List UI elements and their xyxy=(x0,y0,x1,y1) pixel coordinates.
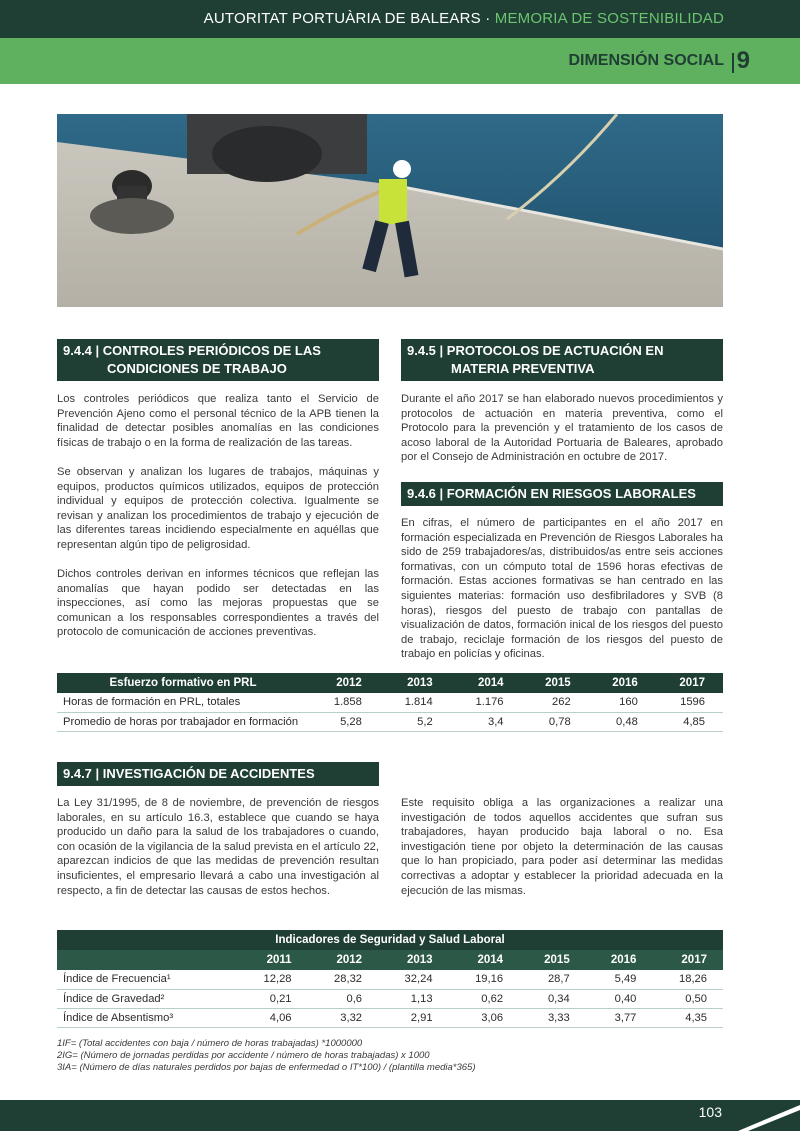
cell-value: 0,40 xyxy=(586,989,653,1008)
table-header-label: Esfuerzo formativo en PRL xyxy=(57,673,309,693)
cell-value: 3,77 xyxy=(586,1008,653,1027)
cell-value: 4,06 xyxy=(237,1008,308,1027)
cell-value: 5,49 xyxy=(586,970,653,989)
section-944-heading xyxy=(57,339,379,381)
cell-value: 19,16 xyxy=(449,970,520,989)
section-947-paragraph-1: La Ley 31/1995, de 8 de noviembre, de prevención de riesgos laborales, en su artículo 16.3, establece que cuando se haya producido un daño para la salud de los trabajadores o cuando, con ocasión de la vigilancia de la salud prevista en el artículo 22, aparezcan indicios de que las medidas de prevención resultan insuficientes, el empresario llevará a cabo una investigación al respecto, a fin de detectar las causas de estos hechos. xyxy=(57,797,379,897)
header-org: AUTORITAT PORTUÀRIA DE BALEARS xyxy=(203,10,481,27)
section-945-heading xyxy=(401,339,723,381)
cell-value: 5,28 xyxy=(309,712,380,731)
header-separator: · xyxy=(485,10,491,27)
section-945-title-line1: 9.4.5 | PROTOCOLOS DE ACTUACIÓN EN xyxy=(407,343,664,358)
cell-value: 1596 xyxy=(656,693,723,712)
safety-indicators-table xyxy=(57,930,723,1028)
section-944-paragraph-3: Dichos controles derivan en informes técnicos que reflejan las anomalías que hayan podido ser detectadas en las inspecciones, así como las mejoras propuestas que se comunican a los responsables correspondientes a través del protocolo de comunicación de acciones preventivas. xyxy=(57,568,379,639)
row-label: Índice de Frecuencia¹ xyxy=(57,970,237,989)
cell-value: 0,34 xyxy=(519,989,586,1008)
cell-value: 3,06 xyxy=(449,1008,520,1027)
cell-value: 28,7 xyxy=(519,970,586,989)
section-title: DIMENSIÓN SOCIAL xyxy=(568,52,724,69)
table-row xyxy=(57,989,723,1008)
cell-value: 262 xyxy=(522,693,589,712)
section-946-heading: 9.4.6 | FORMACIÓN EN RIESGOS LABORALES xyxy=(401,482,723,506)
cell-value: 28,32 xyxy=(308,970,379,989)
cell-value: 0,21 xyxy=(237,989,308,1008)
cell-value: 4,35 xyxy=(652,1008,723,1027)
training-effort-table xyxy=(57,673,723,732)
table-header-row xyxy=(57,673,723,693)
year-header: 2016 xyxy=(586,950,653,970)
cell-value: 32,24 xyxy=(378,970,449,989)
section-947-paragraph-2: Este requisito obliga a las organizaciones a realizar una investigación de todos aquellos accidentes que sufran sus trabajadores, hayan producido baja laboral o no. Esa investigación tiene por objeto la determinación de las causas que lo han propiciado, para poder así determinar las medidas correctivas a adoptar y establecer la prioridad adecuada en la ejecución de las mismas. xyxy=(401,797,723,897)
year-header: 2013 xyxy=(378,950,449,970)
year-header: 2011 xyxy=(237,950,308,970)
cell-value: 3,4 xyxy=(451,712,522,731)
footnote: 3IA= (Número de días naturales perdidos por bajas de enfermedad o IT*100) / (plantilla media*365) xyxy=(57,1062,476,1073)
section-number: 9 xyxy=(736,47,750,74)
footnotes xyxy=(57,1038,723,1074)
year-header: 2014 xyxy=(449,950,520,970)
cell-value: 2,91 xyxy=(378,1008,449,1027)
table-row xyxy=(57,1008,723,1027)
header-title xyxy=(204,10,724,27)
section-947-heading: 9.4.7 | INVESTIGACIÓN DE ACCIDENTES xyxy=(57,762,379,786)
cell-value: 0,50 xyxy=(652,989,723,1008)
table-row xyxy=(57,712,723,731)
footnote: 2IG= (Número de jornadas perdidas por accidente / número de horas trabajadas) x 1000 xyxy=(57,1050,430,1061)
cell-value: 12,28 xyxy=(237,970,308,989)
port-worker-photo xyxy=(57,114,723,307)
cell-value: 1.858 xyxy=(309,693,380,712)
cell-value: 4,85 xyxy=(656,712,723,731)
row-label: Índice de Absentismo³ xyxy=(57,1008,237,1027)
section-944-paragraph-1: Los controles periódicos que realiza tanto el Servicio de Prevención Ajeno como el personal técnico de la APB tienen la finalidad de detectar posibles anomalías en las condiciones físicas de trabajo o en la forma de realización de las tareas. xyxy=(57,393,379,449)
cell-value: 1.176 xyxy=(451,693,522,712)
table-row xyxy=(57,970,723,989)
empty-header-cell xyxy=(57,950,237,970)
year-header: 2013 xyxy=(380,673,451,693)
section-945-title-line2: MATERIA PREVENTIVA xyxy=(451,361,595,376)
cell-value: 5,2 xyxy=(380,712,451,731)
footnote: 1IF= (Total accidentes con baja / número de horas trabajadas) *1000000 xyxy=(57,1038,363,1049)
year-header: 2012 xyxy=(309,673,380,693)
header-report: MEMORIA DE SOSTENIBILIDAD xyxy=(494,10,724,27)
year-header: 2016 xyxy=(589,673,656,693)
table-title-row xyxy=(57,930,723,950)
page-number: 103 xyxy=(698,1104,722,1120)
section-944-title-line1: 9.4.4 | CONTROLES PERIÓDICOS DE LAS xyxy=(63,343,321,358)
cell-value: 3,32 xyxy=(308,1008,379,1027)
cell-value: 0,48 xyxy=(589,712,656,731)
top-header-bar xyxy=(0,0,800,38)
table-header-row xyxy=(57,950,723,970)
table-row xyxy=(57,693,723,712)
row-label: Promedio de horas por trabajador en formación xyxy=(57,712,309,731)
section-944-paragraph-2: Se observan y analizan los lugares de trabajos, máquinas y equipos, productos químicos utilizados, equipos de protección individual y equipos de protección colectiva. Igualmente se revisan y analizan los procedimientos de trabajo y ejecución de las diferentes tareas incidiendo especialmente en aquéllas que representan algún tipo de peligrosidad. xyxy=(57,466,379,551)
year-header: 2012 xyxy=(308,950,379,970)
cell-value: 3,33 xyxy=(519,1008,586,1027)
year-header: 2015 xyxy=(522,673,589,693)
section-bar xyxy=(0,38,800,84)
row-label: Horas de formación en PRL, totales xyxy=(57,693,309,712)
section-divider xyxy=(732,53,734,73)
section-945-paragraph: Durante el año 2017 se han elaborado nuevos procedimientos y protocolos de actuación en materia preventiva, como el Protocolo para la prevención y el tratamiento de los casos de acoso laboral de la Autoridad Portuaria de Baleares, aprobado por el Consejo de Administración en octubre de 2017. xyxy=(401,393,723,464)
row-label: Índice de Gravedad² xyxy=(57,989,237,1008)
year-header: 2017 xyxy=(656,673,723,693)
cell-value: 1,13 xyxy=(378,989,449,1008)
cell-value: 0,6 xyxy=(308,989,379,1008)
year-header: 2015 xyxy=(519,950,586,970)
cell-value: 0,62 xyxy=(449,989,520,1008)
cell-value: 160 xyxy=(589,693,656,712)
section-946-paragraph: En cifras, el número de participantes en el año 2017 en formación especializada en Prevención de Riesgos Laborales ha sido de 259 trabajadores/as, distribuidos/as entre seis acciones formativas, con un cómputo total de 1596 horas efectivas de formación. Estas acciones formativas se han centrado en las siguientes materias: formación uso desfibriladores y SVB (8 horas), riesgos del puesto de trabajo con pantallas de visualización de datos, formación inical de los riesgos del puesto de trabajo, reciclaje formación de los riesgos del puesto de trabajo en policías y oficinas. xyxy=(401,517,723,661)
year-header: 2014 xyxy=(451,673,522,693)
footer-bar xyxy=(0,1100,800,1131)
cell-value: 1.814 xyxy=(380,693,451,712)
cell-value: 18,26 xyxy=(652,970,723,989)
table-title: Indicadores de Seguridad y Salud Laboral xyxy=(57,930,723,950)
year-header: 2017 xyxy=(652,950,723,970)
section-944-title-line2: CONDICIONES DE TRABAJO xyxy=(107,361,287,376)
cell-value: 0,78 xyxy=(522,712,589,731)
